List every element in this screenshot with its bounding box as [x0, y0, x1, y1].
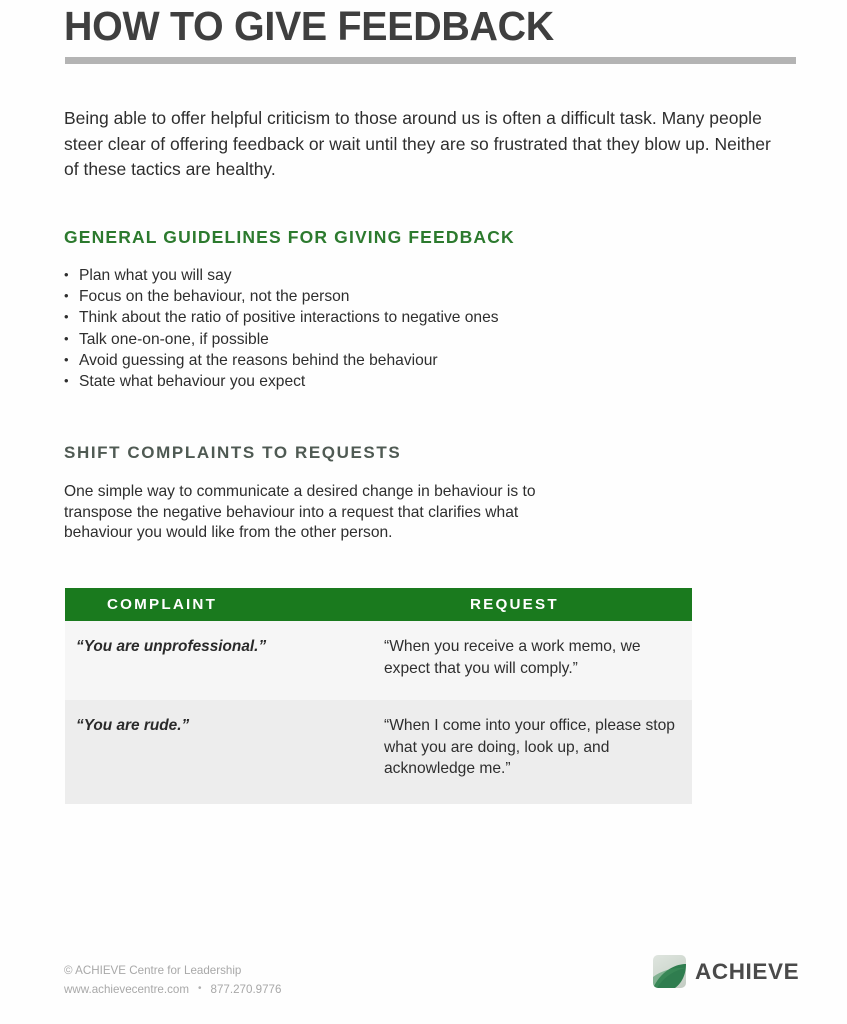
- footer-separator: •: [198, 982, 202, 994]
- table-column-header-complaint: COMPLAINT: [107, 596, 218, 613]
- achieve-leaf-icon: [653, 955, 686, 988]
- footer-contact: [64, 980, 281, 999]
- achieve-wordmark: ACHIEVE: [695, 958, 800, 984]
- title-divider: [65, 57, 796, 64]
- footer: [64, 962, 281, 998]
- table-cell-complaint: “You are unprofessional.”: [76, 638, 267, 655]
- table-row: [65, 621, 692, 700]
- table-column-header-request: REQUEST: [470, 596, 559, 613]
- shift-complaints-paragraph: One simple way to communicate a desired change in behaviour is to transpose the negative behaviour into a request that clarifies what behaviour you would like from the other person.: [64, 483, 536, 542]
- list-item: • Avoid guessing at the reasons behind the behaviour: [64, 350, 499, 371]
- footer-website-link[interactable]: www.achievecentre.com: [64, 982, 190, 996]
- table-header-row: [65, 588, 692, 621]
- list-item: • Plan what you will say: [64, 265, 499, 286]
- table-cell-request: “When I come into your office, please stop what you are doing, look up, and acknowledge me.”: [384, 717, 675, 777]
- footer-copyright: © ACHIEVE Centre for Leadership: [64, 964, 242, 977]
- list-item: • State what behaviour you expect: [64, 371, 499, 392]
- list-item: • Talk one-on-one, if possible: [64, 329, 499, 350]
- page-title: HOW TO GIVE FEEDBACK: [64, 3, 554, 49]
- section-heading-shift-complaints: SHIFT COMPLAINTS TO REQUESTS: [64, 443, 402, 462]
- section-heading-general-guidelines: GENERAL GUIDELINES FOR GIVING FEEDBACK: [64, 227, 515, 247]
- achieve-logo: [653, 955, 799, 988]
- complaint-request-table: [65, 588, 692, 804]
- guidelines-list: [64, 265, 499, 392]
- table-row: [65, 700, 692, 804]
- list-item: • Focus on the behaviour, not the person: [64, 286, 499, 307]
- footer-phone: 877.270.9776: [210, 982, 282, 996]
- list-item: • Think about the ratio of positive interactions to negative ones: [64, 307, 499, 328]
- table-cell-request: “When you receive a work memo, we expect that you will comply.”: [384, 638, 641, 677]
- table-cell-complaint: “You are rude.”: [76, 717, 190, 734]
- intro-paragraph: Being able to offer helpful criticism to those around us is often a difficult task. Many people steer clear of offering feedback or wait until they are so frustrated that they blow up. Neither of these tactics are healthy.: [64, 108, 771, 179]
